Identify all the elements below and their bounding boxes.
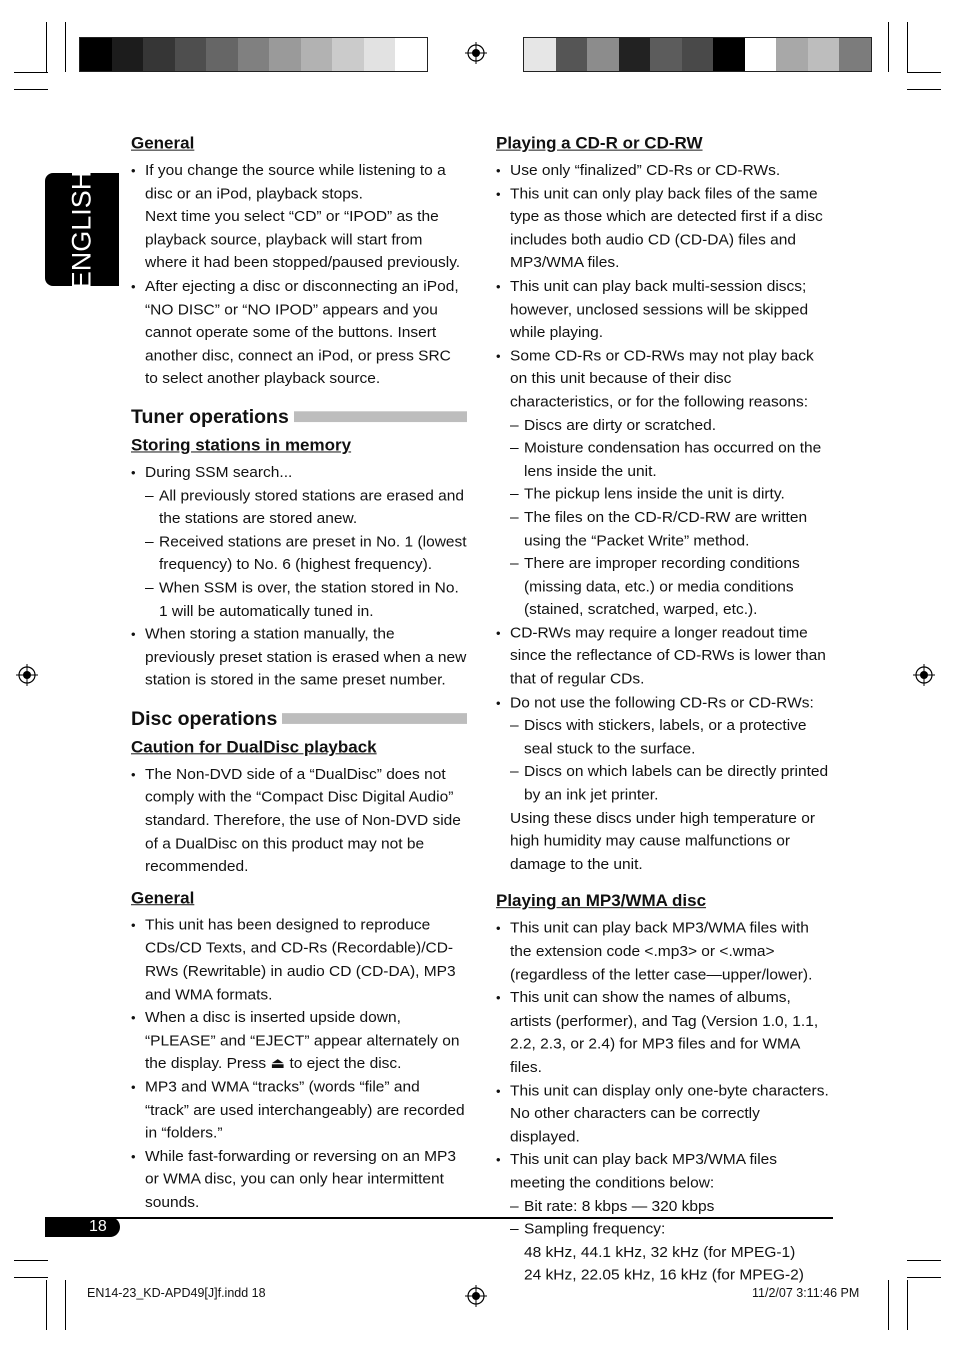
caution-list [131, 763, 467, 879]
list-subitem: – The pickup lens inside the unit is dirty. [496, 483, 832, 506]
list-item: • This unit can play back MP3/WMA files meeting the conditions below: [496, 1149, 832, 1195]
caution-dualdisc-heading: Caution for DualDisc playback [131, 737, 377, 757]
list-subitem: – Sampling frequency: [496, 1218, 832, 1241]
color-swatch [839, 38, 871, 71]
cdr-heading: Playing a CD-R or CD-RW [496, 133, 703, 153]
crop-mark [46, 22, 47, 72]
language-tab [45, 170, 119, 289]
color-swatch [524, 38, 556, 71]
color-swatch [364, 38, 396, 71]
list-subitem: – Received stations are preset in No. 1 (lowest frequency) to No. 6 (highest frequency). [131, 531, 467, 577]
crop-mark [907, 72, 941, 73]
color-swatch [143, 38, 175, 71]
list-subitem: – Discs on which labels can be directly printed by an ink jet printer. [496, 761, 832, 807]
list-item: • This unit has been designed to reproduce CDs/CD Texts, and CD-Rs (Recordable)/CD-RWs (Rewritable) in audio CD (CD-DA), MP3 and WMA formats. [131, 914, 467, 1006]
color-swatch [206, 38, 238, 71]
section-rule [294, 412, 467, 423]
list-item: • After ejecting a disc or disconnecting an iPod, “NO DISC” or “NO IPOD” appears and you cannot operate some of the buttons. Insert another disc, connect an iPod, or press SRC to select another playback source. [131, 275, 467, 391]
list-subitem: – Bit rate: 8 kbps — 320 kbps [496, 1195, 832, 1218]
section-rule [282, 714, 467, 725]
crop-mark [907, 1260, 941, 1261]
page-bottom-rule [45, 1217, 833, 1219]
registration-mark-icon [913, 664, 935, 686]
list-subitem: – Discs with stickers, labels, or a protective seal stuck to the surface. [496, 714, 832, 760]
list-item: • This unit can play back MP3/WMA files with the extension code <.mp3> or <.wma> (regardless of the letter case—upper/lower). [496, 917, 832, 986]
list-subitem: – Moisture condensation has occurred on the lens inside the unit. [496, 437, 832, 483]
color-swatch [175, 38, 207, 71]
color-swatch [269, 38, 301, 71]
color-calibration-bar-left [79, 37, 428, 72]
page-number: 18 [89, 1218, 107, 1235]
crop-mark [65, 22, 66, 72]
list-item: • This unit can show the names of albums, artists (performer), and Tag (Version 1.0, 1.1, 2.2, 2.3, or 2.4) for MP3 files and for WMA files. [496, 987, 832, 1079]
color-swatch [332, 38, 364, 71]
color-swatch [112, 38, 144, 71]
frequency-line: 24 kHz, 22.05 kHz, 16 kHz (for MPEG-2) [524, 1267, 804, 1284]
crop-mark [14, 1277, 48, 1278]
list-item: • This unit can display only one-byte characters. No other characters can be correctly displayed. [496, 1079, 832, 1148]
list-item: • When storing a station manually, the previously preset station is erased when a new station is stored in the same preset number. [131, 623, 467, 692]
disc-general-list [131, 914, 467, 1215]
general-heading: General [131, 888, 195, 908]
color-swatch [713, 38, 745, 71]
list-note: Using these discs under high temperature or high humidity may cause malfunctions or damage to the unit. [510, 809, 815, 873]
color-swatch [650, 38, 682, 71]
color-swatch [238, 38, 270, 71]
tuner-list [131, 461, 467, 692]
list-item: • If you change the source while listening to a disc or an iPod, playback stops. Next time you select “CD” or “IPOD” as the playback source, playback will start from where it had been stopped/paused previously. [131, 159, 467, 275]
tuner-section-heading: Tuner operations [131, 404, 467, 429]
crop-mark [888, 1280, 889, 1330]
color-swatch [301, 38, 333, 71]
list-item: • This unit can play back multi-session discs; however, unclosed sessions will be skipped while playing. [496, 275, 832, 344]
footer-filename: EN14-23_KD-APD49[J]f.indd 18 [87, 1286, 266, 1300]
disc-section-heading: Disc operations [131, 706, 467, 731]
list-subitem: – Discs are dirty or scratched. [496, 414, 832, 437]
list-item: • During SSM search... [131, 461, 467, 484]
color-calibration-bar-right [523, 37, 872, 72]
list-subitem: – All previously stored stations are erased and the stations are stored anew. [131, 484, 467, 530]
color-swatch [682, 38, 714, 71]
crop-mark [907, 89, 941, 90]
list-item: • MP3 and WMA “tracks” (words “file” and “track” are used interchangeably) are recorded in “folders.” [131, 1076, 467, 1145]
list-item: • Some CD-Rs or CD-RWs may not play back on this unit because of their disc characteristics, or for the following reasons: [496, 344, 832, 413]
color-swatch [395, 38, 427, 71]
list-item: • When a disc is inserted upside down, “PLEASE” and “EJECT” appear alternately on the display. Press ⏏ to eject the disc. [131, 1006, 467, 1075]
mp3-list [496, 917, 832, 1287]
crop-mark [14, 72, 48, 73]
crop-mark [14, 89, 48, 90]
color-swatch [776, 38, 808, 71]
crop-mark [907, 1280, 908, 1330]
left-column [131, 132, 467, 1214]
storing-stations-heading: Storing stations in memory [131, 435, 352, 455]
list-item: • This unit can only play back files of the same type as those which are detected first if a disc includes both audio CD (CD-DA) files and MP3/WMA files. [496, 183, 832, 275]
crop-mark [888, 22, 889, 72]
general-list [131, 159, 467, 390]
crop-mark [907, 1277, 941, 1278]
list-subitem: – The files on the CD-R/CD-RW are written using the “Packet Write” method. [496, 506, 832, 552]
crop-mark [907, 22, 908, 72]
color-swatch [619, 38, 651, 71]
general-heading: General [131, 133, 195, 153]
right-column [496, 132, 832, 1287]
registration-mark-icon [16, 664, 38, 686]
color-swatch [808, 38, 840, 71]
language-tab-label: ENGLISH [66, 170, 97, 289]
color-swatch [80, 38, 112, 71]
color-swatch [556, 38, 588, 71]
page-number-tab [45, 1217, 120, 1237]
color-swatch [587, 38, 619, 71]
crop-mark [14, 1260, 48, 1261]
list-item: • The Non-DVD side of a “DualDisc” does not comply with the “Compact Disc Digital Audio” standard. Therefore, the use of Non-DVD side of a DualDisc on this product may not be recommended. [131, 763, 467, 879]
crop-mark [65, 1280, 66, 1330]
list-subitem: – There are improper recording conditions (missing data, etc.) or media conditions (stained, scratched, warped, etc.). [496, 553, 832, 622]
cdr-list [496, 159, 832, 876]
footer-timestamp: 11/2/07 3:11:46 PM [752, 1286, 860, 1300]
list-subitem: – When SSM is over, the station stored in No. 1 will be automatically tuned in. [131, 577, 467, 623]
list-item: • CD-RWs may require a longer readout time since the reflectance of CD-RWs is lower than that of regular CDs. [496, 622, 832, 691]
crop-mark [46, 1280, 47, 1330]
list-item: • While fast-forwarding or reversing on an MP3 or WMA disc, you can only hear intermittent sounds. [131, 1145, 467, 1214]
color-swatch [745, 38, 777, 71]
list-item: • Use only “finalized” CD-Rs or CD-RWs. [496, 159, 832, 182]
list-item: • Do not use the following CD-Rs or CD-RWs: [496, 691, 832, 714]
frequency-line: 48 kHz, 44.1 kHz, 32 kHz (for MPEG-1) [524, 1244, 796, 1261]
registration-mark-icon [465, 42, 487, 64]
registration-mark-icon [465, 1285, 487, 1307]
mp3-wma-heading: Playing an MP3/WMA disc [496, 891, 707, 911]
